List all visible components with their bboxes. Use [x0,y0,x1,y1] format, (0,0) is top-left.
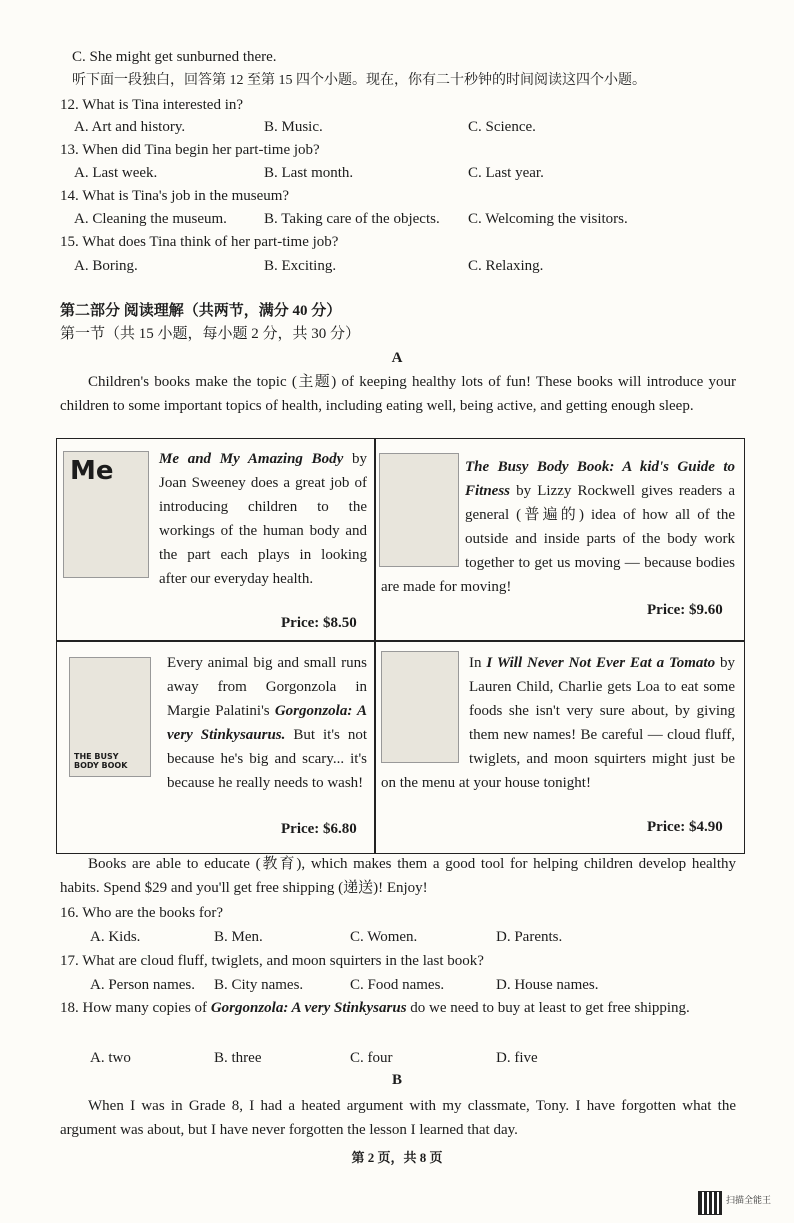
q17-option-b: B. City names. [214,977,304,993]
q16-option-d: D. Parents. [496,929,563,945]
book-1-price: Price: $8.50 [281,615,357,631]
q12-option-a: A. Art and history. [74,119,186,135]
q13-option-b: B. Last month. [264,165,354,181]
q18-option-d: D. five [496,1050,538,1066]
book-cover-gorgonzola: THE BUSY BODY BOOK [69,657,151,777]
q13-stem: 13. When did Tina begin her part-time job? [60,142,320,158]
q12-option-c: C. Science. [468,119,536,135]
q15-option-a: A. Boring. [74,258,138,274]
book-1-text: Me and My Amazing Body by Joan Sweeney does a great job of introducing children to the workings of the human body and the part each plays in looking after our everyday health. [159,451,368,587]
q17-option-d: D. House names. [496,977,599,993]
q16-option-b: B. Men. [214,929,263,945]
book-grid [56,438,745,854]
q11-option-c: C. She might get sunburned there. [72,49,277,65]
q12-stem: 12. What is Tina interested in? [60,97,244,113]
q16-stem: 16. Who are the books for? [60,905,224,921]
q18-stem: 18. How many copies of Gorgonzola: A very Stinkysarus do we need to buy at least to get free shipping. [60,1000,690,1016]
q18-option-b: B. three [214,1050,262,1066]
q14-option-c: C. Welcoming the visitors. [468,211,628,227]
q15-option-b: B. Exciting. [264,258,337,274]
book-3-text: Every animal big and small runs away from Gorgonzola in Margie Palatini's Gorgonzola: A very Stinkysaurus. But it's not because he's big and scary... it's because he really needs to wash! [167,655,368,791]
page-number: 第 2 页，共 8 页 [351,1150,443,1165]
q13-option-c: C. Last year. [468,165,544,181]
scanner-watermark: 扫描全能王 [726,1196,772,1206]
book-2-text: The Busy Body Book: A kid's Guide to Fitness by Lizzy Rockwell gives readers a general (普遍的) idea of how all of the outside and inside parts of the body work together to get us moving — because bodies are made for moving! [381,459,735,595]
passage-b-label: B [391,1072,402,1088]
q18-option-c: C. four [350,1050,393,1066]
passage-a-label: A [391,350,403,366]
book-4-text: In I Will Never Not Ever Eat a Tomato by Lauren Child, Charlie gets Loa to eat some foods she isn't very sure about, by giving them new names! Be careful — cloud fluff, twiglets, and moon squirters might just be on the menu at your house tonight! [381,655,735,791]
q14-option-b: B. Taking care of the objects. [264,211,440,227]
q17-option-c: C. Food names. [350,977,445,993]
qr-code-icon [698,1191,722,1215]
q17-stem: 17. What are cloud fluff, twiglets, and moon squirters in the last book? [60,953,484,969]
book-cover-me-and-my-amazing-body: Me [63,451,149,578]
q14-stem: 14. What is Tina's job in the museum? [60,188,290,204]
passage-a-outro: Books are able to educate (教育), which makes them a good tool for helping children develop healthy habits. Spend $29 and you'll get free shipping (递送)! Enjoy! [60,856,736,896]
q14-option-a: A. Cleaning the museum. [74,211,227,227]
q16-option-c: C. Women. [350,929,418,945]
q13-option-a: A. Last week. [74,165,158,181]
passage-b-text: When I was in Grade 8, I had a heated argument with my classmate, Tony. I have forgotten what the argument was about, but I have never forgotten the lesson I learned that day. [60,1098,736,1138]
book-2-price: Price: $9.60 [647,602,723,618]
q15-stem: 15. What does Tina think of her part-time job? [60,234,339,250]
listening-instruction: 听下面一段独白，回答第 12 至第 15 四个小题。现在，你有二十秒钟的时间阅读这四个小题。 [72,73,646,88]
q12-option-b: B. Music. [264,119,323,135]
q16-option-a: A. Kids. [90,929,141,945]
q18-option-a: A. two [90,1050,131,1066]
book-3-price: Price: $6.80 [281,821,357,837]
passage-a-intro: Children's books make the topic (主题) of keeping healthy lots of fun! These books will introduce your children to some important topics of health, including eating well, being active, and getting enough sleep. [60,374,736,414]
q17-option-a: A. Person names. [90,977,195,993]
book-4-price: Price: $4.90 [647,819,723,835]
section1-title: 第一节（共 15 小题，每小题 2 分，共 30 分） [60,326,361,342]
part2-title: 第二部分 阅读理解（共两节，满分 40 分） [60,303,342,319]
q15-option-c: C. Relaxing. [468,258,544,274]
